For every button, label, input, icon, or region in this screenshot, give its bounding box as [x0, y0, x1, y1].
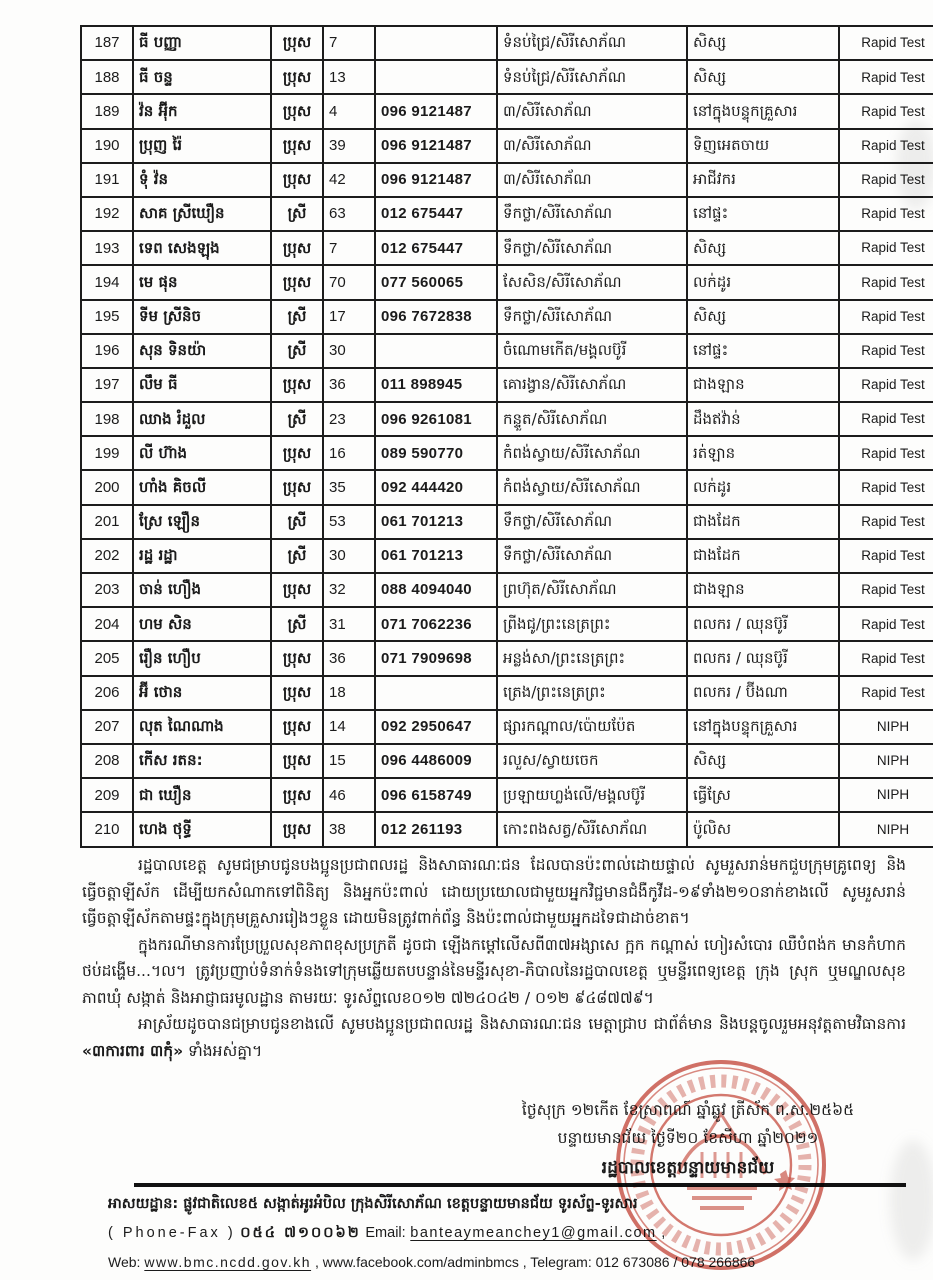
cell-age: 18 — [323, 676, 375, 710]
cell-address: ទំនប់ជ្រៃ/សិរីសោភ័ណ — [497, 60, 687, 94]
cell-occupation: សិស្ស — [687, 300, 839, 334]
cell-gender: ប្រុស — [271, 368, 323, 402]
table-row — [81, 676, 933, 710]
cell-name: សាគ ស្រីឃឿន — [133, 197, 271, 231]
cell-row-number: 197 — [81, 368, 133, 402]
cell-test-type: Rapid Test — [839, 368, 933, 402]
cell-age: 7 — [323, 26, 375, 60]
cell-age: 7 — [323, 231, 375, 265]
email-link: banteaymeanchey1@gmail.com — [410, 1225, 657, 1241]
cell-age: 70 — [323, 265, 375, 299]
cell-test-type: Rapid Test — [839, 94, 933, 128]
cell-test-type: Rapid Test — [839, 129, 933, 163]
patient-roster-body — [81, 26, 933, 847]
cell-row-number: 188 — [81, 60, 133, 94]
cell-address: គោរង្វាន/សិរីសោភ័ណ — [497, 368, 687, 402]
cell-phone: 071 7062236 — [375, 607, 497, 641]
cell-address: អន្លង់សា/ព្រះនេត្រព្រះ — [497, 641, 687, 675]
cell-test-type: NIPH — [839, 812, 933, 846]
table-row — [81, 129, 933, 163]
cell-row-number: 193 — [81, 231, 133, 265]
cell-age: 36 — [323, 641, 375, 675]
announcement-text — [82, 852, 906, 1064]
cell-phone: 088 4094040 — [375, 573, 497, 607]
cell-occupation: លក់ដូរ — [687, 470, 839, 504]
table-row — [81, 607, 933, 641]
cell-address: ទឹកថ្លា/សិរីសោភ័ណ — [497, 197, 687, 231]
cell-gender: ប្រុស — [271, 129, 323, 163]
cell-gender: ប្រុស — [271, 94, 323, 128]
cell-age: 36 — [323, 368, 375, 402]
cell-name: រឿន ហឿប — [133, 641, 271, 675]
cell-test-type: Rapid Test — [839, 300, 933, 334]
cell-name: ជា ឃឿន — [133, 778, 271, 812]
cell-phone: 096 4486009 — [375, 744, 497, 778]
table-row — [81, 436, 933, 470]
cell-phone: 012 675447 — [375, 231, 497, 265]
cell-row-number: 199 — [81, 436, 133, 470]
cell-occupation: សិស្ស — [687, 231, 839, 265]
cell-name: វ៉ន អ៊ុីក — [133, 94, 271, 128]
cell-phone: 061 701213 — [375, 505, 497, 539]
three-protect-three-dont-slogan: «៣ការពារ ៣កុំ» — [82, 1041, 184, 1060]
cell-gender: ប្រុស — [271, 231, 323, 265]
footer-phone-email-line — [108, 1219, 908, 1248]
table-row — [81, 470, 933, 504]
cell-age: 42 — [323, 163, 375, 197]
cell-occupation: សិស្ស — [687, 60, 839, 94]
cell-test-type: Rapid Test — [839, 470, 933, 504]
telegram-contact: Telegram: 012 673086 / 078 266866 — [530, 1254, 756, 1270]
cell-name: ចាន់ ហឿង — [133, 573, 271, 607]
cell-row-number: 204 — [81, 607, 133, 641]
cell-occupation: នៅក្នុងបន្ទុកគ្រួសារ — [687, 710, 839, 744]
cell-row-number: 196 — [81, 334, 133, 368]
civil-date-line: បន្ទាយមានជ័យ ថ្ងៃទី២០ ខែសីហា ឆ្នាំ២០២១ — [557, 1129, 819, 1147]
cell-name: ធី ចន្ទ — [133, 60, 271, 94]
cell-address: ៣/សិរីសោភ័ណ — [497, 129, 687, 163]
cell-address: ទឹកថ្លា/សិរីសោភ័ណ — [497, 539, 687, 573]
cell-test-type: NIPH — [839, 778, 933, 812]
cell-phone: 096 7672838 — [375, 300, 497, 334]
cell-phone — [375, 26, 497, 60]
cell-occupation: ពលករ / ឈុនប៊ូរី — [687, 641, 839, 675]
cell-name: មេ ផុន — [133, 265, 271, 299]
cell-name: ទីម ស្រីនិច — [133, 300, 271, 334]
cell-row-number: 203 — [81, 573, 133, 607]
cell-gender: ស្រី — [271, 300, 323, 334]
cell-age: 30 — [323, 539, 375, 573]
footer-divider — [134, 1183, 906, 1187]
cell-occupation: នៅផ្ទះ — [687, 197, 839, 231]
footer-contact-block — [108, 1190, 908, 1277]
cell-test-type: NIPH — [839, 710, 933, 744]
cell-name: លឹម ធី — [133, 368, 271, 402]
cell-address: ទឹកថ្លា/សិរីសោភ័ណ — [497, 505, 687, 539]
paragraph-closing — [82, 1011, 906, 1064]
cell-occupation: ដឹងឥវ៉ាន់ — [687, 402, 839, 436]
cell-gender: ប្រុស — [271, 26, 323, 60]
cell-phone: 077 560065 — [375, 265, 497, 299]
cell-occupation: នៅផ្ទះ — [687, 334, 839, 368]
website-link: www.bmc.ncdd.gov.kh — [144, 1254, 312, 1270]
cell-phone: 096 9121487 — [375, 163, 497, 197]
web-label: Web: — [108, 1254, 141, 1270]
patient-roster-table — [80, 25, 933, 848]
cell-gender: ប្រុស — [271, 265, 323, 299]
cell-occupation: សិស្ស — [687, 744, 839, 778]
cell-address: ផ្សារកណ្តាល/ប៉ោយប៉ែត — [497, 710, 687, 744]
cell-address: កំពង់ស្វាយ/សិរីសោភ័ណ — [497, 470, 687, 504]
cell-row-number: 205 — [81, 641, 133, 675]
cell-address: កោះពងសត្វ/សិរីសោភ័ណ — [497, 812, 687, 846]
cell-address: ៣/សិរីសោភ័ណ — [497, 163, 687, 197]
cell-gender: ប្រុស — [271, 710, 323, 744]
cell-row-number: 190 — [81, 129, 133, 163]
cell-age: 31 — [323, 607, 375, 641]
cell-occupation: រត់ឡាន — [687, 436, 839, 470]
closing-prefix: អាស្រ័យដូចបានជម្រាបជូនខាងលើ សូមបងប្អូនប្រជាពលរដ្ឋ និងសាធារណៈជន មេត្តាជ្រាប ជាព័ត៌មាន និងបន្តចូលរួមអនុវត្តតាមវិធានការ — [138, 1015, 906, 1033]
cell-address: ព្រីងជូ/ព្រះនេត្រព្រះ — [497, 607, 687, 641]
cell-gender: ប្រុស — [271, 163, 323, 197]
issuing-authority-name: រដ្ឋបាលខេត្តបន្ទាយមានជ័យ — [594, 1154, 783, 1187]
cell-occupation: ពលករ / ឈុនប៊ូរី — [687, 607, 839, 641]
cell-row-number: 189 — [81, 94, 133, 128]
cell-row-number: 192 — [81, 197, 133, 231]
footer-web-line — [108, 1248, 908, 1277]
cell-name: ហម សិន — [133, 607, 271, 641]
cell-address: រលួស/ស្វាយចេក — [497, 744, 687, 778]
cell-name: លី ហ៊ាង — [133, 436, 271, 470]
cell-phone: 012 261193 — [375, 812, 497, 846]
cell-address: សែសិន/សិរីសោភ័ណ — [497, 265, 687, 299]
cell-name: ហាំង គិចលី — [133, 470, 271, 504]
cell-row-number: 208 — [81, 744, 133, 778]
cell-name: អ៊ី ថោន — [133, 676, 271, 710]
cell-row-number: 206 — [81, 676, 133, 710]
cell-name: ទេព សេងឡុង — [133, 231, 271, 265]
cell-occupation: ជាងឡាន — [687, 573, 839, 607]
cell-address: កន្ទួត/សិរីសោភ័ណ — [497, 402, 687, 436]
cell-row-number: 202 — [81, 539, 133, 573]
cell-test-type: Rapid Test — [839, 436, 933, 470]
cell-name: ហេង ថុទ្ធី — [133, 812, 271, 846]
cell-age: 53 — [323, 505, 375, 539]
cell-name: កើស រតន: — [133, 744, 271, 778]
table-row — [81, 368, 933, 402]
table-row — [81, 26, 933, 60]
cell-gender: ប្រុស — [271, 641, 323, 675]
cell-age: 14 — [323, 710, 375, 744]
cell-row-number: 194 — [81, 265, 133, 299]
cell-name: សុន ទិនយ៉ា — [133, 334, 271, 368]
cell-gender: ប្រុស — [271, 60, 323, 94]
cell-gender: ស្រី — [271, 402, 323, 436]
cell-phone: 089 590770 — [375, 436, 497, 470]
cell-address: ព្រហ៊ុត/សិរីសោភ័ណ — [497, 573, 687, 607]
cell-gender: ប្រុស — [271, 573, 323, 607]
cell-test-type: Rapid Test — [839, 60, 933, 94]
cell-occupation: ទិញអេតចាយ — [687, 129, 839, 163]
table-row — [81, 231, 933, 265]
cell-phone — [375, 676, 497, 710]
cell-row-number: 200 — [81, 470, 133, 504]
cell-row-number: 201 — [81, 505, 133, 539]
cell-row-number: 209 — [81, 778, 133, 812]
cell-occupation: លក់ដូរ — [687, 265, 839, 299]
cell-test-type: Rapid Test — [839, 607, 933, 641]
cell-row-number: 191 — [81, 163, 133, 197]
table-row — [81, 163, 933, 197]
table-row — [81, 573, 933, 607]
cell-age: 63 — [323, 197, 375, 231]
cell-occupation: ជាងដែក — [687, 539, 839, 573]
cell-test-type: Rapid Test — [839, 26, 933, 60]
cell-test-type: Rapid Test — [839, 539, 933, 573]
cell-age: 38 — [323, 812, 375, 846]
lunar-date-line: ថ្ងៃសុក្រ ១២កើត ខែស្រាពណ៍ ឆ្នាំឆ្លូវ ត្រីស័ក ព.ស.២៥៦៥ — [521, 1101, 855, 1119]
cell-test-type: Rapid Test — [839, 265, 933, 299]
cell-test-type: Rapid Test — [839, 163, 933, 197]
cell-name: លុត ណៃណាង — [133, 710, 271, 744]
cell-gender: ស្រី — [271, 539, 323, 573]
table-row — [81, 265, 933, 299]
cell-test-type: Rapid Test — [839, 573, 933, 607]
table-row — [81, 402, 933, 436]
cell-age: 17 — [323, 300, 375, 334]
cell-address: ចំណោមកើត/មង្គលប៊ូរី — [497, 334, 687, 368]
cell-age: 39 — [323, 129, 375, 163]
signature-date-block — [470, 1096, 906, 1187]
cell-row-number: 195 — [81, 300, 133, 334]
phone-fax-label: ( Phone-Fax ) — [108, 1225, 236, 1241]
cell-phone: 011 898945 — [375, 368, 497, 402]
cell-phone: 096 9261081 — [375, 402, 497, 436]
cell-occupation: សិស្ស — [687, 26, 839, 60]
cell-test-type: Rapid Test — [839, 231, 933, 265]
cell-age: 46 — [323, 778, 375, 812]
table-row — [81, 300, 933, 334]
table-row — [81, 197, 933, 231]
cell-occupation: អាជីវករ — [687, 163, 839, 197]
cell-name: ឈាង រំដួល — [133, 402, 271, 436]
cell-row-number: 210 — [81, 812, 133, 846]
cell-test-type: NIPH — [839, 744, 933, 778]
cell-gender: ប្រុស — [271, 812, 323, 846]
cell-occupation: ជាងដែក — [687, 505, 839, 539]
cell-address: ទំនប់ជ្រៃ/សិរីសោភ័ណ — [497, 26, 687, 60]
cell-gender: ប្រុស — [271, 436, 323, 470]
cell-phone: 071 7909698 — [375, 641, 497, 675]
cell-row-number: 187 — [81, 26, 133, 60]
cell-occupation: នៅក្នុងបន្ទុកគ្រួសារ — [687, 94, 839, 128]
cell-phone: 012 675447 — [375, 197, 497, 231]
cell-address: ៣/សិរីសោភ័ណ — [497, 94, 687, 128]
cell-test-type: Rapid Test — [839, 197, 933, 231]
phone-fax-number: ០៥៤ ៧១០០៦២ — [240, 1225, 361, 1241]
cell-age: 35 — [323, 470, 375, 504]
cell-age: 13 — [323, 60, 375, 94]
cell-phone: 092 444420 — [375, 470, 497, 504]
table-row — [81, 60, 933, 94]
cell-row-number: 198 — [81, 402, 133, 436]
cell-test-type: Rapid Test — [839, 334, 933, 368]
cell-row-number: 207 — [81, 710, 133, 744]
cell-test-type: Rapid Test — [839, 505, 933, 539]
table-row — [81, 539, 933, 573]
cell-occupation: ពលករ / ប៊ីងណា — [687, 676, 839, 710]
footer-address-line: អាសយដ្ឋាន: ផ្លូវជាតិលេខ៥ សង្កាត់អូរអំបិល ក្រុងសិរីសោភ័ណ ខេត្តបន្ទាយមានជ័យ ទូរស័ព្ទ-ទូរសារ — [108, 1196, 638, 1212]
facebook-link: , www.facebook.com/adminbmcs , — [314, 1254, 527, 1270]
cell-address: ទឹកថ្លា/សិរីសោភ័ណ — [497, 231, 687, 265]
closing-suffix: ទាំងអស់គ្នា។ — [183, 1041, 263, 1060]
cell-age: 4 — [323, 94, 375, 128]
cell-test-type: Rapid Test — [839, 641, 933, 675]
cell-test-type: Rapid Test — [839, 402, 933, 436]
cell-name: ធី បញ្ញា — [133, 26, 271, 60]
cell-gender: ស្រី — [271, 607, 323, 641]
cell-age: 16 — [323, 436, 375, 470]
cell-phone: 096 6158749 — [375, 778, 497, 812]
cell-phone: 061 701213 — [375, 539, 497, 573]
table-row — [81, 505, 933, 539]
cell-phone — [375, 334, 497, 368]
cell-name: ទុំ វ៉ន — [133, 163, 271, 197]
cell-occupation: ប៉ូលិស — [687, 812, 839, 846]
cell-gender: ប្រុស — [271, 470, 323, 504]
cell-occupation: ធ្វើស្រែ — [687, 778, 839, 812]
email-label: Email: — [365, 1225, 406, 1241]
paragraph-symptoms-contact: ក្នុងករណីមានការប្រែប្រួលសុខភាពខុសប្រក្រតី ដូចជា ឡើងកម្តៅលើសពី៣៧អង្សាសេ ក្អក កណ្តាស់ ហៀរសំបោរ ឈឺបំពង់ក មានកំហាក ថប់ដង្ហើម...។ល។ ត្រូវប្រញាប់ទំនាក់ទំនងទៅក្រុមឆ្លើយតបបន្ទាន់នៃមន្ទីរសុខា-ភិបាលនៃរដ្ឋបាលខេត្ត ឬមន្ទីរពេទ្យខេត្ត ក្រុង ស្រុក ឬមណ្ឌលសុខភាពឃុំ សង្កាត់ និងអាជ្ញាធរមូលដ្ឋាន តាមរយៈ ទូរស័ព្ទលេខ០១២ ៧២៤០៤២ / ០១២ ៩៤៨៧៧៩។ — [82, 935, 906, 1007]
email-suffix: , — [661, 1225, 666, 1241]
table-row — [81, 710, 933, 744]
cell-occupation: ជាងឡាន — [687, 368, 839, 402]
cell-name: ប្រុញ រ៉ៃ — [133, 129, 271, 163]
table-row — [81, 812, 933, 846]
cell-phone: 096 9121487 — [375, 94, 497, 128]
cell-phone: 096 9121487 — [375, 129, 497, 163]
cell-age: 23 — [323, 402, 375, 436]
cell-gender: ប្រុស — [271, 778, 323, 812]
cell-name: រដ្ឋ រដ្ឋា — [133, 539, 271, 573]
cell-age: 15 — [323, 744, 375, 778]
cell-address: ត្រេង/ព្រះនេត្រព្រះ — [497, 676, 687, 710]
cell-name: ស្រែ ឡឿន — [133, 505, 271, 539]
paragraph-quarantine-notice: រដ្ឋបាលខេត្ត សូមជម្រាបជូនបងប្អូនប្រជាពលរដ្ឋ និងសាធារណៈជន ដែលបានប៉ះពាល់ដោយផ្ទាល់ សូមរួសរាន់មកជួបក្រុមគ្រូពេទ្យ និងធ្វើចត្តាឡីស័ក ដើម្បីយកសំណាកទៅពិនិត្យ និងអ្នកប៉ះពាល់ ដោយប្រយោលជាមួយអ្នកវិជ្ជមានជំងឺកូវីដ-១៩ទាំង២១០នាក់ខាងលើ សូមរួសរាន់ធ្វើចត្តាឡីស័កតាមផ្ទះក្នុងក្រុមគ្រួសាររៀងៗខ្លួន ដោយមិនត្រូវពាក់ព័ន្ធ និងប៉ះពាល់ជាមួយអ្នកដទៃជាដាច់ខាត។ — [82, 856, 906, 927]
cell-address: ទឹកថ្លា/សិរីសោភ័ណ — [497, 300, 687, 334]
cell-gender: ប្រុស — [271, 676, 323, 710]
cell-phone — [375, 60, 497, 94]
cell-phone: 092 2950647 — [375, 710, 497, 744]
cell-test-type: Rapid Test — [839, 676, 933, 710]
cell-address: ប្រឡាយហ្លង់លើ/មង្គលប៊ូរី — [497, 778, 687, 812]
cell-age: 30 — [323, 334, 375, 368]
cell-age: 32 — [323, 573, 375, 607]
table-row — [81, 641, 933, 675]
cell-gender: ប្រុស — [271, 744, 323, 778]
cell-gender: ស្រី — [271, 334, 323, 368]
cell-address: កំពង់ស្វាយ/សិរីសោភ័ណ — [497, 436, 687, 470]
cell-gender: ស្រី — [271, 505, 323, 539]
table-row — [81, 334, 933, 368]
table-row — [81, 778, 933, 812]
cell-gender: ស្រី — [271, 197, 323, 231]
table-row — [81, 744, 933, 778]
table-row — [81, 94, 933, 128]
